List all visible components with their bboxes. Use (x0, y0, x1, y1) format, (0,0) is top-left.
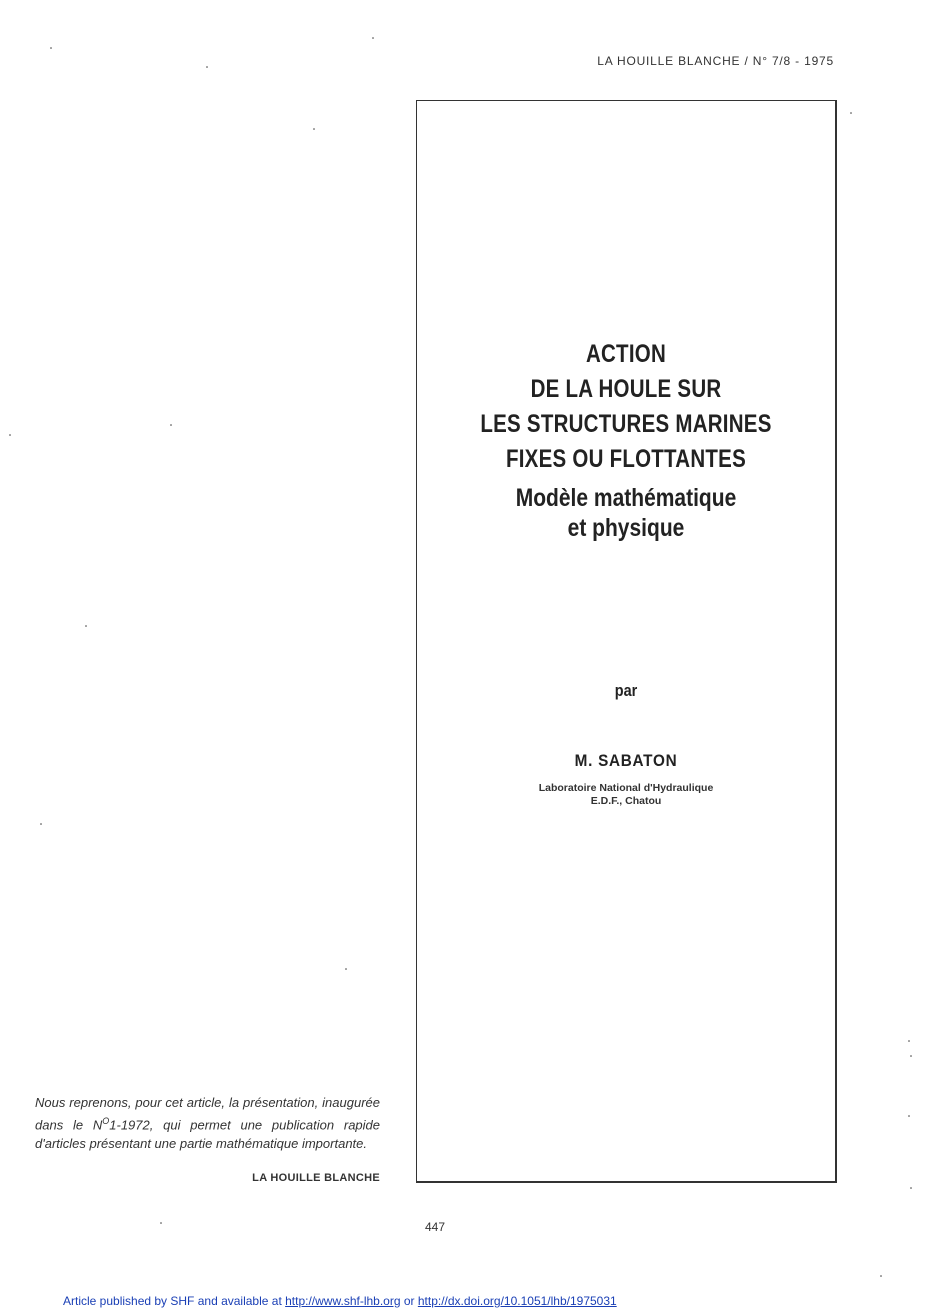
footer-middle: or (400, 1294, 418, 1308)
article-subtitle (417, 483, 835, 543)
by-label: par (614, 681, 638, 700)
note-text: Nous reprenons, pour cet article, la présentation, inaugurée dans le N (35, 1095, 380, 1133)
shf-link[interactable]: http://www.shf-lhb.org (285, 1294, 401, 1308)
scan-speck (850, 112, 852, 114)
scan-speck (50, 47, 52, 49)
title-line: ACTION (585, 340, 667, 368)
editorial-note (35, 1093, 380, 1153)
doi-link[interactable]: http://dx.doi.org/10.1051/lhb/1975031 (417, 1294, 617, 1308)
title-line: FIXES OU FLOTTANTES (505, 445, 747, 473)
scan-speck (85, 625, 87, 627)
scan-speck (910, 1055, 912, 1057)
scan-speck (908, 1115, 910, 1117)
affiliation-line: Laboratoire National d'Hydraulique (538, 782, 714, 794)
scan-speck (908, 1040, 910, 1042)
editorial-signature: LA HOUILLE BLANCHE (252, 1172, 380, 1184)
author-name: M. SABATON (574, 751, 678, 770)
scan-speck (9, 434, 11, 436)
scan-speck (206, 66, 208, 68)
scan-speck (40, 823, 42, 825)
scan-speck (880, 1275, 882, 1277)
publication-footer (63, 1294, 617, 1308)
footer-prefix: Article published by SHF and available at (63, 1294, 286, 1308)
note-text-cont: 1-1972, qui permet une publication rapide d'articles présentant une partie mathématique importante. (35, 1117, 380, 1152)
article-title (417, 337, 835, 543)
running-head: LA HOUILLE BLANCHE / N° 7/8 - 1975 (597, 54, 834, 68)
title-line: DE LA HOULE SUR (530, 375, 722, 403)
affiliation-line: E.D.F., Chatou (590, 795, 662, 807)
scan-speck (372, 37, 374, 39)
scan-speck (313, 128, 315, 130)
subtitle-line: et physique (567, 514, 685, 542)
page-number: 447 (424, 1220, 446, 1234)
scan-speck (170, 424, 172, 426)
title-line: LES STRUCTURES MARINES (480, 410, 772, 438)
scan-speck (160, 1222, 162, 1224)
scan-speck (345, 968, 347, 970)
title-frame (416, 100, 837, 1183)
author-affiliation (417, 782, 835, 808)
scan-speck (910, 1187, 912, 1189)
subtitle-line: Modèle mathématique (515, 484, 737, 512)
note-superscript: O (102, 1116, 110, 1126)
